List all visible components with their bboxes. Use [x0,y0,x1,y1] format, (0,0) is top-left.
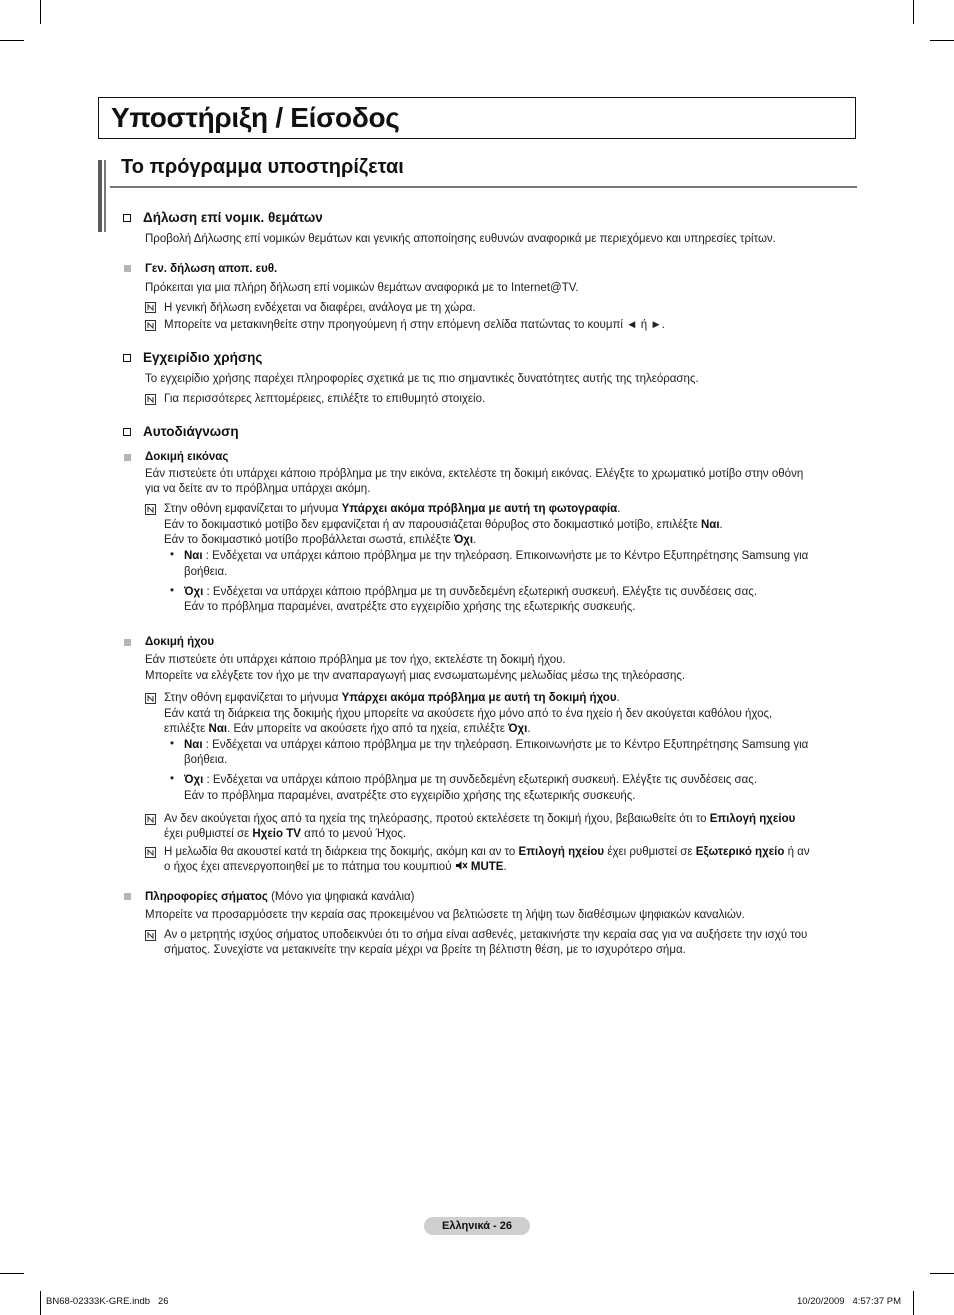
square-bullet-icon [124,639,131,646]
melody-note: Η μελωδία θα ακουστεί κατά τη διάρκεια της δοκιμής, ακόμη και αν το Επιλογή ηχείου έχει ρυθμιστεί σε Εξωτερικό ηχείο ή αν [164,846,810,858]
note-icon [145,814,156,825]
section-bar [98,160,110,232]
melody-note-line: ο ήχος έχει απενεργοποιηθεί με το πάτημα του κουμπιού MUTE. [164,861,507,873]
picture-test-no: Όχι : Ενδέχεται να υπάρχει κάποιο πρόβλημα με τη συνδεδεμένη εξωτερική συσκευή. Ελέγξτε τις συνδέσεις σας. [184,586,758,598]
user-manual-heading: Εγχειρίδιο χρήσης [123,350,262,365]
general-disclaimer-text: Πρόκειται για μια πλήρη δήλωση επί νομικών θεμάτων αναφορικά με το Internet@TV. [145,282,579,294]
mute-icon [455,860,468,871]
speaker-note: Αν δεν ακούγεται ήχος από τα ηχεία της τηλεόρασης, προτού εκτελέσετε τη δοκιμή ήχου, βεβαιωθείτε ότι το Επιλογή ηχείου [164,813,796,825]
sound-test-no: Όχι : Ενδέχεται να υπάρχει κάποιο πρόβλημα με τη συνδεδεμένη εξωτερική συσκευή. Ελέγξτε τις συνδέσεις σας. [184,774,758,786]
checkbox-bullet-icon [123,428,131,436]
section-bar-thin [104,160,106,232]
square-bullet-icon [124,454,131,461]
page-title-box [98,97,856,139]
signal-info-heading: Πληροφορίες σήματος (Μόνο για ψηφιακά κανάλια) [145,891,415,903]
section-rule [110,186,857,188]
self-diagnosis-heading: Αυτοδιάγνωση [123,424,239,439]
note-text: Για περισσότερες λεπτομέρειες, επιλέξτε το επιθυμητό στοιχείο. [164,393,486,405]
sound-test-note-line: επιλέξτε Ναι. Εάν μπορείτε να ακούσετε ήχο από τα ηχεία, επιλέξτε Όχι. [164,723,531,735]
note-icon [145,930,156,941]
page-title: Υποστήριξη / Είσοδος [111,102,400,133]
picture-test-text: για να δείτε αν το πρόβλημα υπάρχει ακόμη. [145,483,371,495]
picture-test-heading: Δοκιμή εικόνας [145,451,229,463]
picture-test-note: Στην οθόνη εμφανίζεται το μήνυμα Υπάρχει ακόμα πρόβλημα με αυτή τη φωτογραφία. [164,503,621,515]
sound-test-text: Εάν πιστεύετε ότι υπάρχει κάποιο πρόβλημα με τον ήχο, εκτελέστε τη δοκιμή ήχου. [145,654,566,666]
dot-bullet-icon: • [170,585,175,597]
note-icon [145,847,156,858]
note-text: Μπορείτε να μετακινηθείτε στην προηγούμενη ή στην επόμενη σελίδα πατώντας το κουμπί ◄ ή ►. [164,319,665,331]
speaker-note-line: έχει ρυθμιστεί σε Ηχείο TV από το μενού Ήχος. [164,828,407,840]
sound-test-note: Στην οθόνη εμφανίζεται το μήνυμα Υπάρχει ακόμα πρόβλημα με αυτή τη δοκιμή ήχου. [164,692,620,704]
crop-mark [0,1273,24,1274]
user-manual-text: Το εγχειρίδιο χρήσης παρέχει πληροφορίες σχετικά με τις πιο σημαντικές δυνατότητες αυτής της τηλεόρασης. [145,373,699,385]
dot-bullet-icon: • [170,549,175,561]
sound-test-yes: Ναι : Ενδέχεται να υπάρχει κάποιο πρόβλημα με την τηλεόραση. Επικοινωνήστε με το Κέντρο Εξυπηρέτησης Samsung για [184,739,809,751]
picture-test-no-cont: Εάν το πρόβλημα παραμένει, ανατρέξτε στο εγχειρίδιο χρήσης της εξωτερικής συσκευής. [184,601,636,613]
square-bullet-icon [124,265,131,272]
section-bar-thick [98,160,102,232]
picture-test-text: Εάν πιστεύετε ότι υπάρχει κάποιο πρόβλημα με την εικόνα, εκτελέστε τη δοκιμή εικόνας. Ελέγξτε το χρωματικό μοτίβο στην οθόνη [145,468,804,480]
sound-test-note-line: Εάν κατά τη διάρκεια της δοκιμής ήχου μπορείτε να ακούσετε ήχο μόνο από το ένα ηχείο ή δεν ακούγεται καθόλου ήχος, [164,708,773,720]
checkbox-bullet-icon [123,354,131,362]
square-bullet-icon [124,893,131,900]
picture-test-yes-cont: βοήθεια. [184,566,228,578]
note-icon [145,504,156,515]
signal-info-note: Αν ο μετρητής ισχύος σήματος υποδεικνύει ότι το σήμα είναι ασθενές, μετακινήστε την κεραία σας για να αυξήσετε την ισχύ του [164,929,808,941]
crop-mark [40,0,41,24]
crop-mark [40,1291,41,1315]
crop-mark [930,1273,954,1274]
legal-notice-heading: Δήλωση επί νομικ. θεμάτων [123,210,323,225]
crop-mark [913,0,914,24]
note-icon [145,394,156,405]
sound-test-text: Μπορείτε να ελέγξετε τον ήχο με την αναπαραγωγή μιας ενσωματωμένης μελωδίας μέσω της τηλεόρασης. [145,670,686,682]
sound-test-no-cont: Εάν το πρόβλημα παραμένει, ανατρέξτε στο εγχειρίδιο χρήσης της εξωτερικής συσκευής. [184,790,636,802]
sound-test-yes-cont: βοήθεια. [184,754,228,766]
dot-bullet-icon: • [170,738,175,750]
crop-mark [930,40,954,41]
note-icon [145,693,156,704]
note-text: Η γενική δήλωση ενδέχεται να διαφέρει, ανάλογα με τη χώρα. [164,302,476,314]
dot-bullet-icon: • [170,773,175,785]
file-imprint: BN68-02333K-GRE.indb 26 [46,1296,169,1307]
legal-notice-text: Προβολή Δήλωσης επί νομικών θεμάτων και γενικής αποποίησης ευθυνών αναφορικά με περιεχόμενο και υπηρεσίες τρίτων. [145,233,776,245]
picture-test-yes: Ναι : Ενδέχεται να υπάρχει κάποιο πρόβλημα με την τηλεόραση. Επικοινωνήστε με το Κέντρο Εξυπηρέτησης Samsung για [184,550,809,562]
page-number-badge: Ελληνικά - 26 [424,1217,530,1235]
crop-mark [913,1291,914,1315]
note-icon [145,302,156,313]
section-title: Το πρόγραμμα υποστηρίζεται [121,156,404,178]
note-icon [145,320,156,331]
general-disclaimer-heading: Γεν. δήλωση αποπ. ευθ. [145,263,278,275]
print-datetime: 10/20/2009 4:57:37 PM [797,1296,902,1307]
signal-info-text: Μπορείτε να προσαρμόσετε την κεραία σας προκειμένου να βελτιώσετε τη λήψη των διαθέσιμων ψηφιακών καναλιών. [145,909,745,921]
crop-mark [0,40,24,41]
checkbox-bullet-icon [123,214,131,222]
picture-test-note-line: Εάν το δοκιμαστικό μοτίβο δεν εμφανίζεται ή αν παρουσιάζεται θόρυβος στο δοκιμαστικό μοτίβο, επιλέξτε Ναι. [164,519,723,531]
picture-test-note-line: Εάν το δοκιμαστικό μοτίβο προβάλλεται σωστά, επιλέξτε Όχι. [164,534,477,546]
sound-test-heading: Δοκιμή ήχου [145,636,215,648]
signal-info-note-line: σήματος. Συνεχίστε να μετακινείτε την κεραία μέχρι να βρείτε τη βέλτιστη θέση, με το ισχυρότερο σήμα. [164,944,686,956]
